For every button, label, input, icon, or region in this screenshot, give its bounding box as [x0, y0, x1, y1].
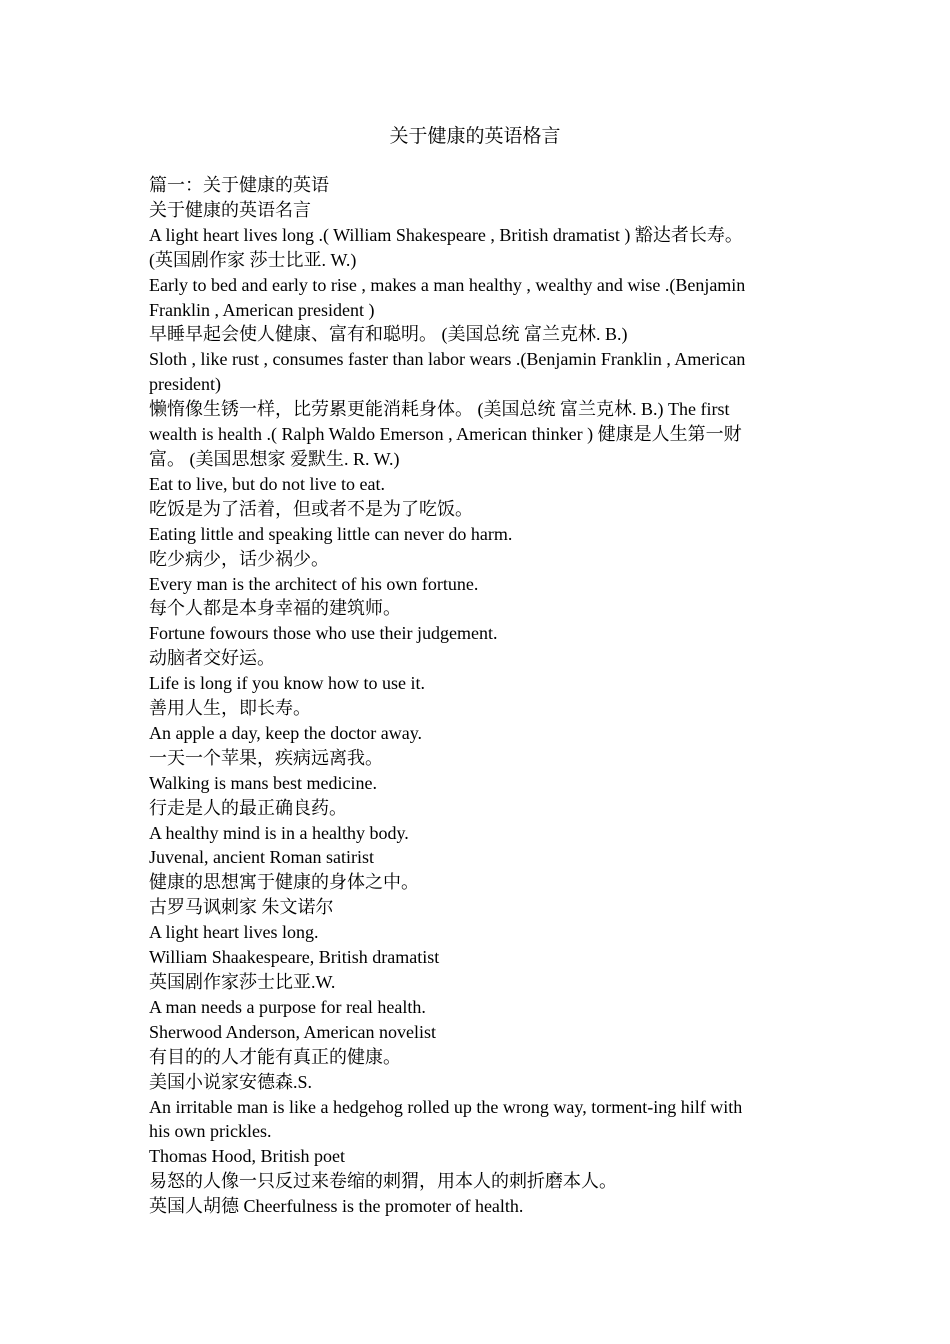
text-line: 每个人都是本身幸福的建筑师。 [149, 598, 401, 619]
text-line: (英国剧作家 莎士比亚. W.) [149, 249, 357, 270]
text-line: Sherwood Anderson, American novelist [149, 1021, 436, 1042]
text-line: Thomas Hood, British poet [149, 1146, 345, 1167]
text-line: Every man is the architect of his own fortune. [149, 573, 479, 594]
text-line: Juvenal, ancient Roman satirist [149, 847, 374, 868]
text-line: his own prickles. [149, 1121, 272, 1142]
text-line: 易怒的人像一只反过来卷缩的刺猬，用本人的刺折磨本人。 [149, 1171, 617, 1192]
text-line: A man needs a purpose for real health. [149, 996, 426, 1017]
text-line: 富。 (美国思想家 爱默生. R. W.) [149, 448, 400, 469]
text-line: Life is long if you know how to use it. [149, 673, 425, 694]
text-line: 美国小说家安德森.S. [149, 1071, 313, 1092]
text-line: An irritable man is like a hedgehog rolled up the wrong way, torment-ing hilf with [149, 1096, 743, 1117]
document-body [149, 173, 789, 1219]
text-line: Franklin , American president ) [149, 299, 375, 320]
text-line: 吃少病少，话少祸少。 [149, 548, 329, 569]
text-line: president) [149, 374, 221, 395]
text-line: 健康的思想寓于健康的身体之中。 [149, 872, 419, 893]
text-line: Walking is mans best medicine. [149, 772, 378, 793]
text-line: 关于健康的英语名言 [149, 199, 311, 220]
text-line: 吃饭是为了活着，但或者不是为了吃饭。 [149, 498, 473, 519]
document-title: 关于健康的英语格言 [389, 126, 561, 147]
text-line: 英国剧作家莎士比亚.W. [149, 972, 336, 992]
text-line: 一天一个苹果，疾病远离我。 [149, 747, 383, 768]
text-line: William Shaakespeare, British dramatist [149, 947, 440, 968]
text-line: Sloth , like rust , consumes faster than labor wears .(Benjamin Franklin , American [149, 349, 746, 370]
text-line: 懒惰像生锈一样，比劳累更能消耗身体。 (美国总统 富兰克林. B.) The first [149, 399, 730, 420]
text-line: wealth is health .( Ralph Waldo Emerson , American thinker ) 健康是人生第一财 [149, 424, 742, 445]
text-line: A healthy mind is in a healthy body. [149, 822, 409, 843]
text-line: Early to bed and early to rise , makes a man healthy , wealthy and wise .(Benjamin [149, 274, 746, 295]
text-line: 善用人生，即长寿。 [149, 698, 311, 719]
text-line: 行走是人的最正确良药。 [149, 797, 347, 818]
text-line: 古罗马讽刺家 朱文诺尔 [149, 897, 334, 918]
text-line: 有目的的人才能有真正的健康。 [149, 1046, 401, 1067]
text-line: 英国人胡德 Cheerfulness is the promoter of health. [149, 1196, 524, 1217]
text-line: 早睡早起会使人健康、富有和聪明。 (美国总统 富兰克林. B.) [149, 324, 628, 345]
text-line: 篇一：关于健康的英语 [149, 175, 329, 195]
text-line: An apple a day, keep the doctor away. [149, 722, 423, 743]
text-line: Fortune fowours those who use their judgement. [149, 623, 498, 644]
text-line: A light heart lives long .( William Shakespeare , British dramatist ) 豁达者长寿。 [149, 224, 743, 245]
text-line: A light heart lives long. [149, 922, 319, 943]
text-line: Eat to live, but do not live to eat. [149, 473, 385, 494]
text-line: Eating little and speaking little can never do harm. [149, 523, 513, 544]
text-line: 动脑者交好运。 [149, 648, 275, 669]
